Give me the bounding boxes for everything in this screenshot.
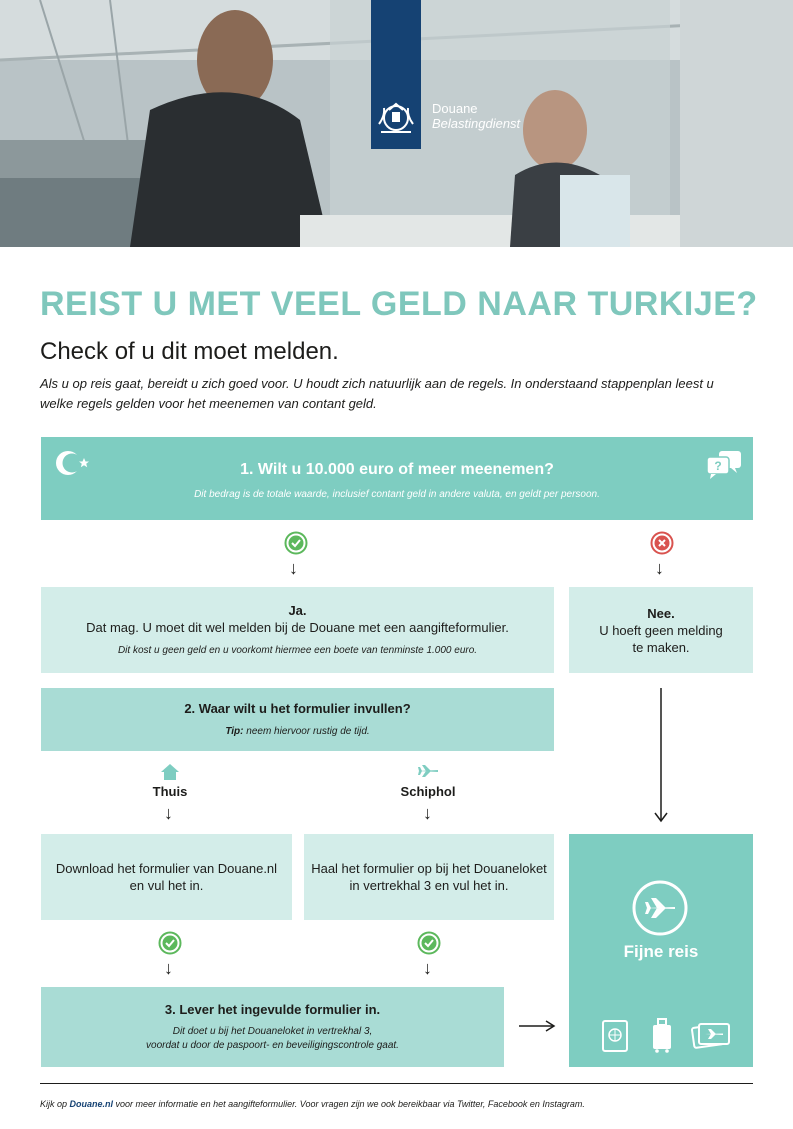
logo-text (432, 101, 520, 131)
suitcase-icon (651, 1017, 673, 1053)
option-schiphol: Schiphol (400, 784, 456, 799)
ja-box (41, 587, 554, 673)
step3-line2: voordat u door de paspoort- en beveiligingscontrole gaat. (146, 1039, 399, 1051)
step1-note: Dit bedrag is de totale waarde, inclusief contant geld in andere valuta, en geldt per persoon. (194, 489, 600, 500)
down-arrow-icon: ↓ (164, 958, 173, 978)
step3-line1: Dit doet u bij het Douaneloket in vertrekhal 3, (172, 1025, 373, 1037)
nee-box (569, 587, 753, 673)
check-icon (158, 931, 182, 955)
footer-suffix: voor meer informatie en het aangifteformulier. Voor vragen zijn we ook bereikbaar via Twitter, Facebook en Instagram. (113, 1099, 585, 1109)
airplane-circle-icon (631, 879, 689, 937)
step3-box (41, 987, 504, 1067)
home-icon (160, 763, 180, 781)
download-box (41, 834, 292, 920)
footer-text (40, 1099, 585, 1109)
ja-note: Dit kost u geen geld en u voorkomt hiermee een boete van tenminste 1.000 euro. (117, 644, 478, 656)
option-thuis: Thuis (152, 784, 188, 799)
step2-tip-text: neem hiervoor rustig de tijd. (243, 725, 370, 737)
download-line2: en vul het in. (129, 878, 204, 893)
step3-heading: 3. Lever het ingevulde formulier in. (164, 1001, 381, 1017)
fijne-reis-label: Fijne reis (623, 942, 699, 961)
down-arrow-icon: ↓ (164, 803, 173, 823)
haal-line1: Haal het formulier op bij het Douaneloket (311, 861, 547, 876)
down-arrow-icon: ↓ (423, 958, 432, 978)
coat-of-arms-icon (371, 0, 421, 149)
nee-line1: U hoeft geen melding (599, 622, 723, 638)
check-icon (417, 931, 441, 955)
logo-line-douane: Douane (432, 101, 478, 116)
nee-heading: Nee. (647, 605, 675, 621)
haal-line2: in vertrekhal 3 en vul het in. (349, 878, 509, 893)
cross-icon (650, 531, 674, 555)
page-subtitle: Check of u dit moet melden. (40, 338, 339, 365)
passport-icon (601, 1019, 629, 1053)
step1-box (41, 437, 753, 520)
long-down-arrow-icon (651, 688, 671, 824)
boarding-pass-icon (691, 1020, 731, 1050)
step2-box (41, 688, 554, 751)
down-arrow-icon: ↓ (423, 803, 432, 823)
ja-text: Dat mag. U moet dit wel melden bij de Douane met een aangifteformulier. (86, 619, 509, 635)
intro-text: Als u op reis gaat, bereidt u zich goed voor. U houdt zich natuurlijk aan de regels. In onderstaand stappenplan leest u welke regels gelden voor het meenemen van contant geld. (40, 376, 714, 411)
step2-question: 2. Waar wilt u het formulier invullen? (184, 700, 411, 716)
step2-tip-label: Tip: (225, 725, 244, 737)
svg-text:?: ? (714, 459, 722, 473)
step1-question: 1. Wilt u 10.000 euro of meer meenemen? (240, 461, 554, 478)
page-title: REIST U MET VEEL GELD NAAR TURKIJE? (40, 285, 758, 323)
logo-line-belastingdienst: Belastingdienst (432, 116, 521, 131)
footer-divider (40, 1083, 753, 1084)
nee-line2: te maken. (632, 639, 690, 655)
airplane-icon (417, 763, 439, 779)
ja-heading: Ja. (288, 602, 307, 618)
haal-box (304, 834, 554, 920)
question-speech-bubbles-icon (705, 449, 743, 481)
rijksoverheid-logo-bar (371, 0, 421, 149)
down-arrow-icon: ↓ (655, 558, 664, 578)
turkish-crescent-star-icon (54, 447, 96, 479)
footer-prefix: Kijk op (40, 1099, 70, 1109)
fijne-reis-box (569, 834, 753, 1067)
step2-tip (225, 723, 369, 740)
douane-link[interactable]: Douane.nl (69, 1099, 114, 1109)
down-arrow-icon: ↓ (289, 558, 298, 578)
right-arrow-icon (518, 1018, 556, 1034)
download-line1: Download het formulier van Douane.nl (55, 861, 278, 876)
check-icon (284, 531, 308, 555)
